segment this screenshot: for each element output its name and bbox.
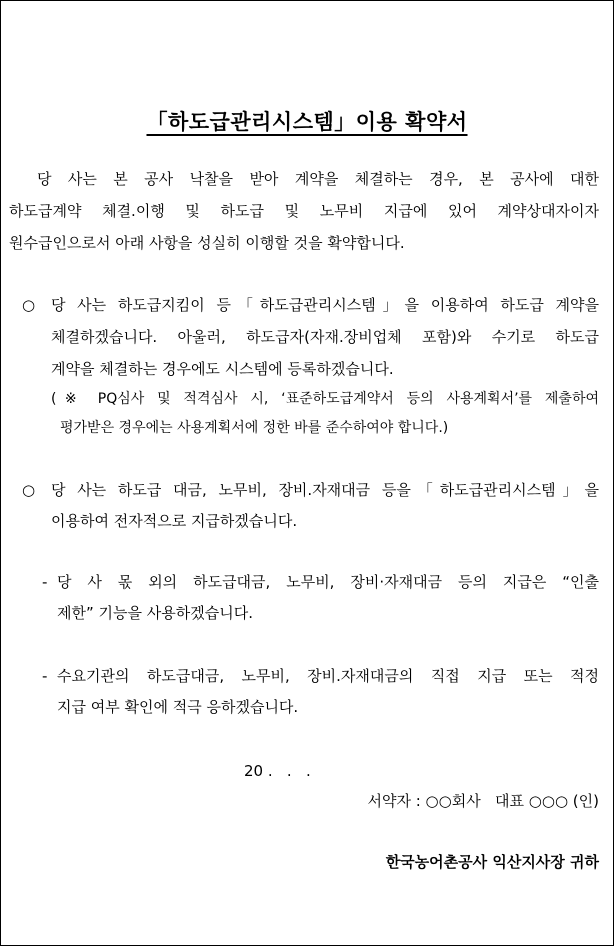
signer-line: 서약자 : ○○회사 대표 ○○○ (인) <box>367 792 599 810</box>
date-line: 20 . . . <box>244 762 311 780</box>
addressee: 한국농어촌공사 익산지사장 귀하 <box>385 853 599 871</box>
item1-note-line-2: 평가받은 경우에는 사용계획서에 정한 바를 준수하여야 합니다.) <box>60 420 449 436</box>
intro-line-2: 하도급계약 체결.이행 및 하도급 및 노무비 지급에 있어 계약상대자이자 <box>9 202 599 220</box>
item1-line-3: 계약을 체결하는 경우에도 시스템에 등록하겠습니다. <box>51 360 394 378</box>
dash1-line-1: 당 사 몫 외의 하도급대금, 노무비, 장비·자재대금 등의 지급은 “인출 <box>57 573 599 591</box>
item1-line-2: 체결하겠습니다. 아울러, 하도급자(자재.장비업체 포함)와 수기로 하도급 <box>51 328 599 346</box>
dash1-line-2: 제한” 기능을 사용하겠습니다. <box>57 604 253 622</box>
document-title: 「하도급관리시스템」이용 확약서 <box>146 110 468 134</box>
dash1-marker: - <box>42 573 48 591</box>
item2-bullet: ○ <box>22 481 36 499</box>
intro-line-3: 원수급인으로서 아래 사항을 성실히 이행할 것을 확약합니다. <box>9 234 405 252</box>
item2-line-1: 당 사는 하도급 대금, 노무비, 장비.자재대금 등을「하도급관리시스템」을 <box>51 481 599 499</box>
dash2-line-2: 지급 여부 확인에 적극 응하겠습니다. <box>57 698 299 716</box>
dash2-marker: - <box>42 667 48 685</box>
dash2-line-1: 수요기관의 하도급대금, 노무비, 장비.자재대금의 직접 지급 또는 적정 <box>57 667 599 685</box>
intro-line-1: 당 사는 본 공사 낙찰을 받아 계약을 체결하는 경우, 본 공사에 대한 <box>37 170 599 188</box>
item2-line-2: 이용하여 전자적으로 지급하겠습니다. <box>51 512 298 530</box>
item1-bullet: ○ <box>22 296 36 314</box>
item1-note-line-1: (※ PQ심사 및 적격심사 시, ‘표준하도급계약서 등의 사용계획서’를 제출하여 <box>51 391 599 407</box>
item1-line-1: 당 사는 하도급지킴이 등「하도급관리시스템」을 이용하여 하도급 계약을 <box>51 296 599 314</box>
